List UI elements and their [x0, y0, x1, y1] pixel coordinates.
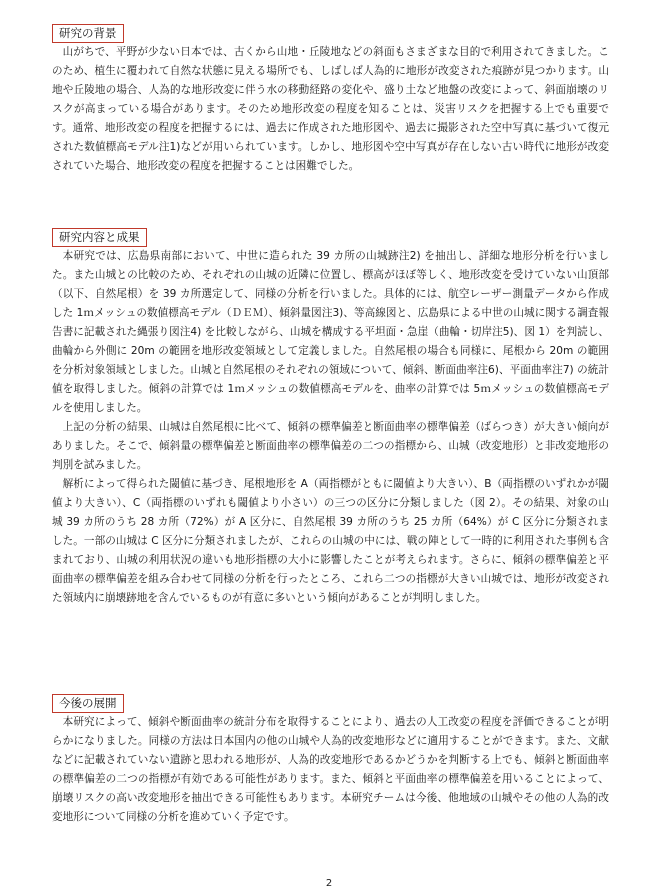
- section-heading-background: 研究の背景: [52, 24, 124, 43]
- section-research-content: [52, 226, 609, 608]
- research-paragraph-1: 本研究では、広島県南部において、中世に造られた 39 カ所の山城跡注2) を抽出し、詳細な地形分析を行いました。また山城との比較のため、それぞれの山城の近隣に位置し、標高がほぼ等しく、地形改変を受けていない山頂部（以下、自然尾根）を 39 カ所選定して、同様の分析を行いました。具体的には、航空レーザー測量データから作成した 1ｍメッシュの数値標高モデル（ＤＥＭ）、傾斜量図注3)、等高線図と、広島県による中世の山城に関する調査報告書に記載された縄張り図注4) を比較しながら、山城を構成する平坦面・急崖（曲輪・切岸注5)、図 1）を判読し、曲輪から外側に 20m の範囲を地形改変領域として定義しました。自然尾根の場合も同様に、尾根から 20m の範囲を分析対象領域としました。山城と自然尾根のそれぞれの領域について、傾斜、断面曲率注6)、平面曲率注7) の統計値を取得しました。傾斜の計算では 1ｍメッシュの数値標高モデルを、曲率の計算では 5ｍメッシュの数値標高モデルを使用しました。: [52, 250, 609, 414]
- section-future: [52, 692, 609, 827]
- background-paragraph: 山がちで、平野が少ない日本では、古くから山地・丘陵地などの斜面もさまざまな目的で利用されてきました。このため、植生に覆われて自然な状態に見える場所でも、しばしば人為的に地形が改変された痕跡が見つかります。山地や丘陵地の場合、人為的な地形改変に伴う水の移動経路の変化や、盛り土など地盤の改変によって、斜面崩壊のリスクが高まっている場合があります。そのため地形改変の程度を知ることは、災害リスクを把握する上でも重要です。通常、地形改変の程度を把握するには、過去に作成された地形図や、過去に撮影された空中写真に基づいて復元された数値標高モデル注1)などが用いられています。しかし、地形図や空中写真が存在しない古い時代に地形が改変されていた場合、地形改変の程度を把握することは困難でした。: [52, 46, 609, 172]
- research-paragraph-3: 解析によって得られた閾値に基づき、尾根地形を A（両指標がともに閾値より大きい）、B（両指標のいずれかが閾値より大きい）、C（両指標のいずれも閾値より小さい）の三つの区分に分類しました（図 2）。その結果、対象の山城 39 カ所のうち 28 カ所（72%）が A 区分に、自然尾根 39 カ所のうち 25 カ所（64%）が C 区分に分類されました。一部の山城は C 区分に分類されましたが、これらの山城の中には、戦の陣として一時的に利用された事例も含まれており、山城の利用状況の違いも地形指標の大小に影響したことが考えられます。さらに、傾斜の標準偏差と平面曲率の標準偏差を組み合わせて同様の分析を行ったところ、これら二つの指標が大きい山城では、地形が改変された領域内に崩壊跡地を含んでいるものが有意に多いという傾向があることが判明しました。: [52, 478, 609, 604]
- research-paragraph-2: 上記の分析の結果、山城は自然尾根に比べて、傾斜の標準偏差と断面曲率の標準偏差（ばらつき）が大きい傾向がありました。そこで、傾斜量の標準偏差と断面曲率の標準偏差の二つの指標から、山城（改変地形）と非改変地形の判別を試みました。: [52, 421, 609, 471]
- page-number: 2: [325, 878, 333, 889]
- section-heading-research-content: 研究内容と成果: [52, 228, 147, 247]
- section-heading-future: 今後の展開: [52, 694, 124, 713]
- future-paragraph: 本研究によって、傾斜や断面曲率の統計分布を取得することにより、過去の人工改変の程度を評価できることが明らかになりました。同様の方法は日本国内の他の山城や人為的改変地形などに適用することができます。また、文献などに記載されていない遺跡と思われる地形が、人為的改変地形であるかどうかを判断する上でも、傾斜と断面曲率の標準偏差の二つの指標が有効である可能性があります。また、傾斜と平面曲率の標準偏差を用いることによって、崩壊リスクの高い改変地形を抽出できる可能性もあります。本研究チームは今後、他地域の山城やその他の人為的改変地形について同様の分析を進めていく予定です。: [52, 716, 609, 823]
- section-background: [52, 22, 609, 176]
